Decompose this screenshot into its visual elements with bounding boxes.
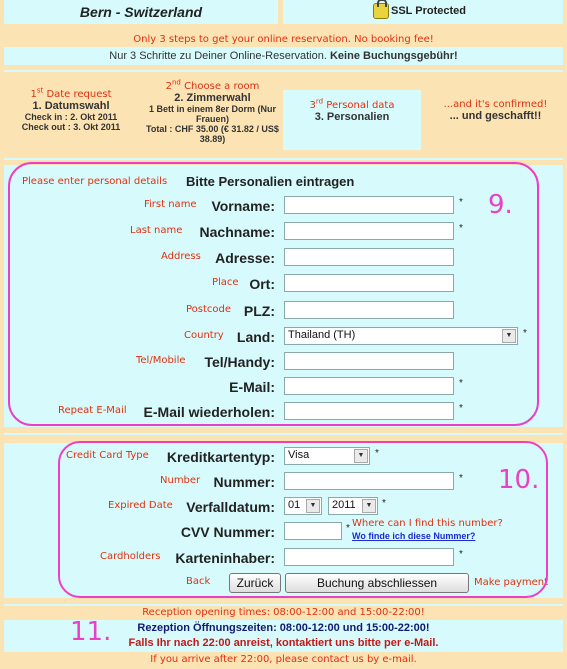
chevron-down-icon: ▼	[502, 329, 516, 343]
row-card-type: Credit Card Type Kreditkartentyp: Visa ▼ *	[66, 448, 379, 465]
personal-heading: Please enter personal details Bitte Personalien eintragen	[22, 174, 355, 189]
late-arrival-german: Falls Ihr nach 22:00 anreist, kontaktiert uns bitte per e-Mail.	[128, 637, 439, 649]
row-actions: Back Zurück Buchung abschliessen Make payment	[4, 572, 563, 594]
row-last-name: Last name Nachname: *	[130, 223, 463, 240]
place-input[interactable]	[284, 274, 454, 292]
back-button[interactable]: Zurück	[229, 573, 281, 593]
cvv-help-link[interactable]: Wo finde ich diese Nummer?	[352, 531, 476, 541]
row-cardholder: Cardholders Karteninhaber: *	[100, 549, 463, 566]
annotation-number-11: 11.	[70, 617, 112, 647]
step-2: 2nd Choose a room 2. Zimmerwahl 1 Bett in einem 8er Dorm (Nur Frauen) Total : CHF 35.00 (€ 31.82 / US$ 38.89)	[146, 79, 279, 145]
annotation-number-9: 9.	[488, 190, 513, 220]
country-select[interactable]: Thailand (TH) ▼	[284, 327, 518, 345]
tel-input[interactable]	[284, 352, 454, 370]
last-name-input[interactable]	[284, 222, 454, 240]
row-card-number: Number Nummer: *	[160, 473, 463, 490]
first-name-input[interactable]	[284, 196, 454, 214]
reception-hours-english: Reception opening times: 08:00-12:00 and 15:00-22:00!	[142, 607, 425, 618]
divider	[4, 158, 563, 160]
address-input[interactable]	[284, 248, 454, 266]
chevron-down-icon: ▼	[306, 499, 320, 513]
row-email: E-Mail: *	[229, 378, 463, 395]
email-input[interactable]	[284, 377, 454, 395]
card-type-select[interactable]: Visa ▼	[284, 447, 370, 465]
ssl-badge-area	[283, 0, 563, 24]
annotation-number-10: 10.	[498, 465, 540, 495]
intro-english: Only 3 steps to get your online reservation. No booking fee!	[133, 34, 434, 45]
late-arrival-english: If you arrive after 22:00, please contact us by e-mail.	[150, 654, 417, 665]
city-title: Bern - Switzerland	[79, 4, 203, 20]
expiry-month-select[interactable]: 01 ▼	[284, 497, 322, 515]
row-country: Country Land: Thailand (TH) ▼ *	[184, 328, 527, 345]
row-place: Place Ort:	[4, 273, 563, 295]
cardholder-input[interactable]	[284, 548, 454, 566]
divider	[4, 604, 563, 606]
intro-german: Nur 3 Schritte zu Deiner Online-Reservation. Keine Buchungsgebühr!	[4, 47, 563, 65]
reception-hours-german: Rezeption Öffnungszeiten: 08:00-12:00 und 15:00-22:00!	[137, 622, 430, 634]
card-number-input[interactable]	[284, 472, 454, 490]
lock-icon	[373, 3, 389, 19]
chevron-down-icon: ▼	[362, 499, 376, 513]
row-cvv: CVV Nummer: * Where can I find this number? Wo finde ich diese Nummer?	[180, 518, 503, 541]
cvv-input[interactable]	[284, 522, 342, 540]
row-address: Address Adresse:	[4, 247, 563, 269]
row-email-repeat: Repeat E-Mail E-Mail wiederholen: *	[58, 403, 463, 420]
row-tel: Tel/Mobile Tel/Handy:	[4, 351, 563, 373]
row-postcode: Postcode PLZ:	[4, 300, 563, 322]
cvv-hint-english: Where can I find this number?	[352, 518, 503, 529]
step-3-current: 3rd Personal data 3. Personalien	[283, 90, 421, 150]
row-first-name: First name Vorname: *	[144, 197, 463, 214]
divider	[4, 433, 563, 435]
ssl-label: SSL Protected	[391, 5, 466, 17]
row-expiry: Expired Date Verfalldatum: 01 ▼ 2011 ▼ *	[108, 498, 386, 515]
step-1: 1st Date request 1. Datumswahl Check in : 2. Okt 2011 Check out : 3. Okt 2011	[21, 87, 121, 133]
submit-booking-button[interactable]: Buchung abschliessen	[285, 573, 469, 593]
email-repeat-input[interactable]	[284, 402, 454, 420]
ssl-badge	[373, 3, 466, 19]
step-4: ...and it's confirmed! ... und geschafft!!	[443, 99, 548, 122]
postcode-input[interactable]	[284, 301, 454, 319]
expiry-year-select[interactable]: 2011 ▼	[328, 497, 378, 515]
divider	[4, 70, 563, 72]
site-header-city	[4, 0, 278, 24]
chevron-down-icon: ▼	[354, 449, 368, 463]
